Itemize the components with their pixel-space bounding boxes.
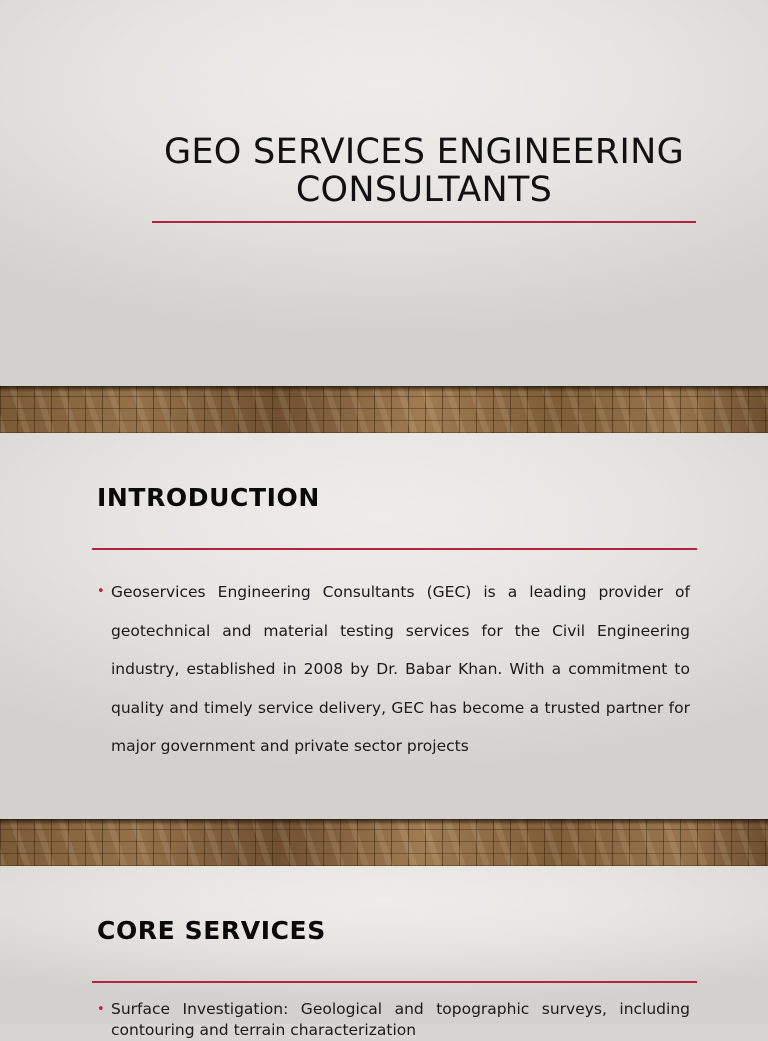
slide-heading: CORE SERVICES	[97, 916, 326, 945]
wood-floor-divider	[0, 819, 768, 866]
slide-introduction	[0, 433, 768, 819]
bullet-icon: •	[97, 1002, 105, 1017]
heading-divider	[92, 548, 697, 550]
bullet-icon: •	[97, 584, 105, 599]
bullet-item	[97, 573, 690, 766]
slide-core-services	[0, 866, 768, 1039]
bullet-text: Surface Investigation: Geological and topographic surveys, including contouring and terrain characterization	[111, 1000, 690, 1039]
bullet-item	[97, 999, 690, 1041]
bullet-text: Geoservices Engineering Consultants (GEC) is a leading provider of geotechnical and material testing services for the Civil Engineering industry, established in 2008 by Dr. Babar Khan. With a commitment to quality and timely service delivery, GEC has become a trusted partner for major government and private sector projects	[111, 583, 690, 755]
bullet-list	[97, 573, 690, 766]
wood-floor-divider	[0, 386, 768, 433]
slide-heading: INTRODUCTION	[97, 483, 320, 512]
slide-title-text: GEO SERVICES ENGINEERING CONSULTANTS	[163, 132, 685, 210]
bullet-list	[97, 999, 690, 1041]
slide-title	[0, 0, 768, 386]
heading-divider	[92, 981, 697, 983]
title-divider	[152, 221, 696, 223]
